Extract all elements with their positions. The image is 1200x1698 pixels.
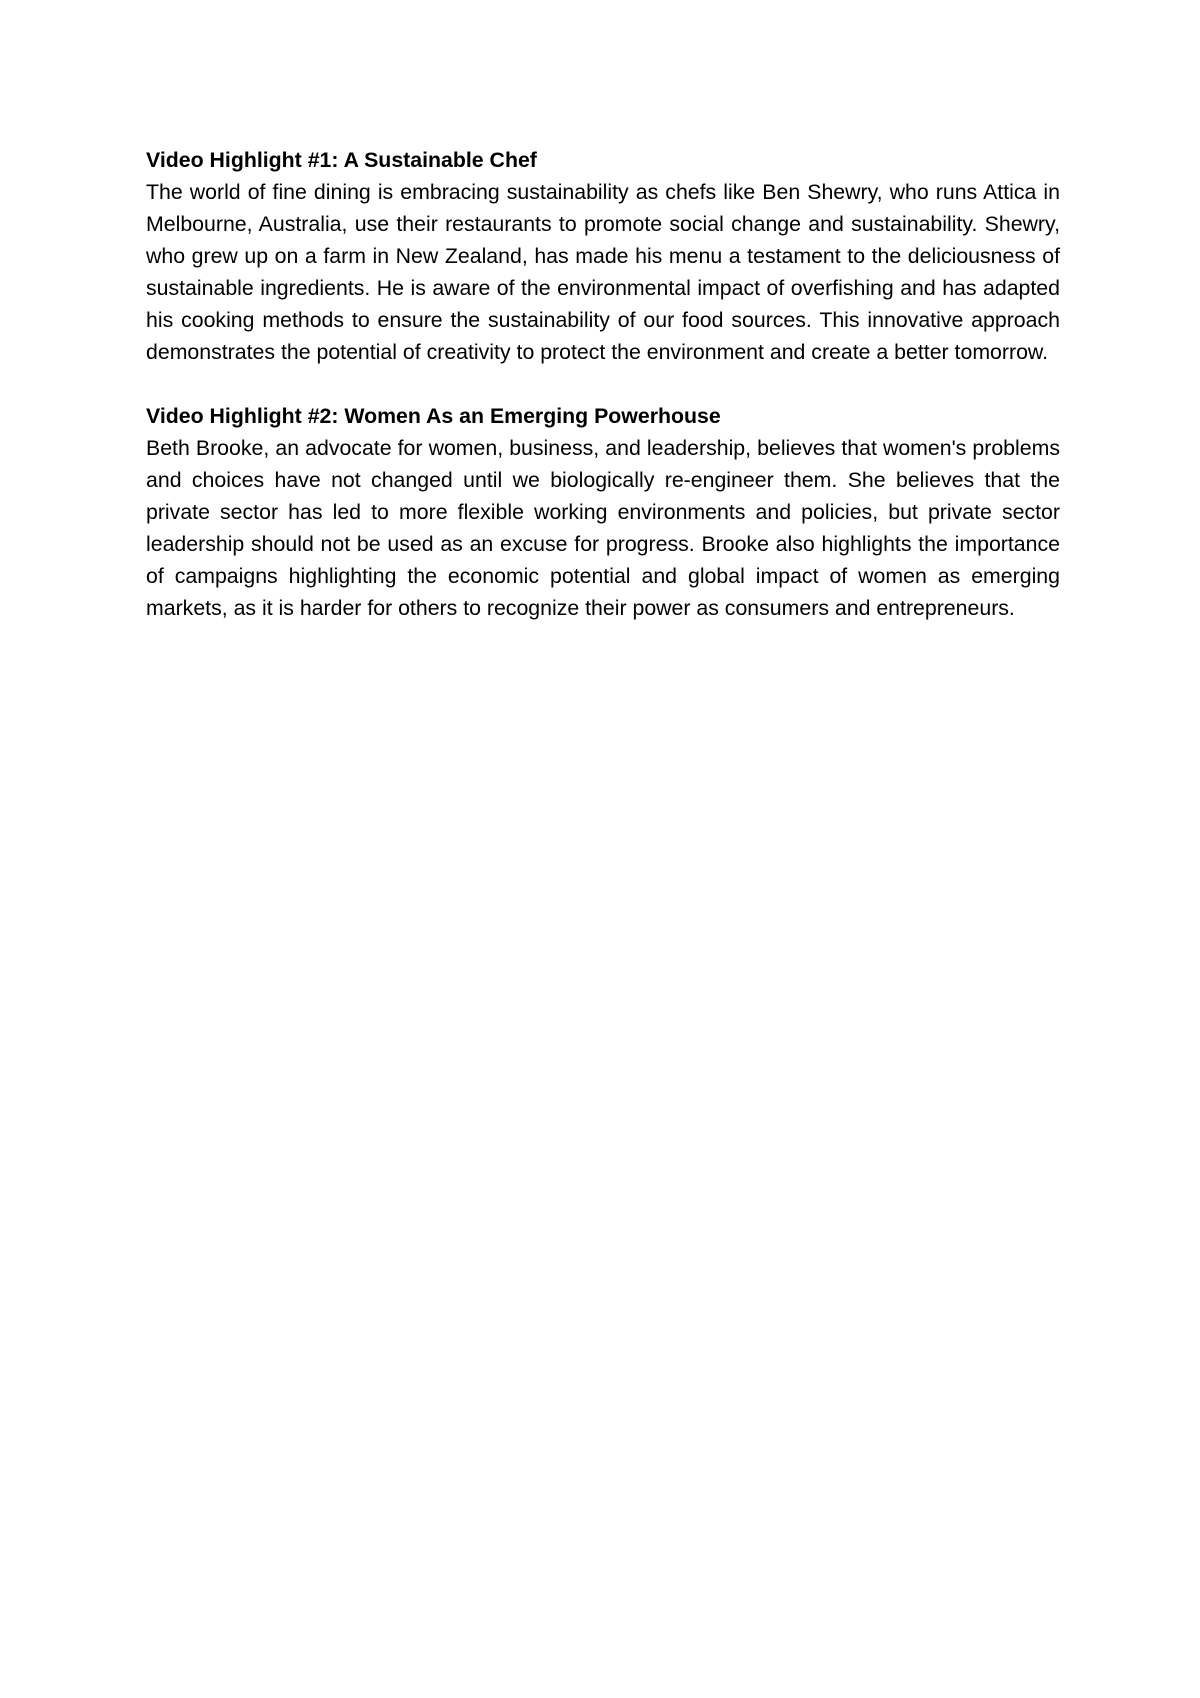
- document-page: [146, 144, 1060, 656]
- video-highlight-2-section: [146, 400, 1060, 624]
- section-paragraph: Beth Brooke, an advocate for women, business, and leadership, believes that women's problems and choices have not changed until we biologically re-engineer them. She believes that the private sector has led to more flexible working environments and policies, but private sector leadership should not be used as an excuse for progress. Brooke also highlights the importance of campaigns highlighting the economic potential and global impact of women as emerging markets, as it is harder for others to recognize their power as consumers and entrepreneurs.: [146, 436, 1060, 620]
- section-paragraph: The world of fine dining is embracing sustainability as chefs like Ben Shewry, who runs Attica in Melbourne, Australia, use their restaurants to promote social change and sustainability. Shewry, who grew up on a farm in New Zealand, has made his menu a testament to the deliciousness of sustainable ingredients. He is aware of the environmental impact of overfishing and has adapted his cooking methods to ensure the sustainability of our food sources. This innovative approach demonstrates the potential of creativity to protect the environment and create a better tomorrow.: [146, 180, 1060, 364]
- video-highlight-1-section: [146, 144, 1060, 368]
- section-heading: Video Highlight #1: A Sustainable Chef: [146, 148, 537, 172]
- section-heading: Video Highlight #2: Women As an Emerging Powerhouse: [146, 404, 721, 428]
